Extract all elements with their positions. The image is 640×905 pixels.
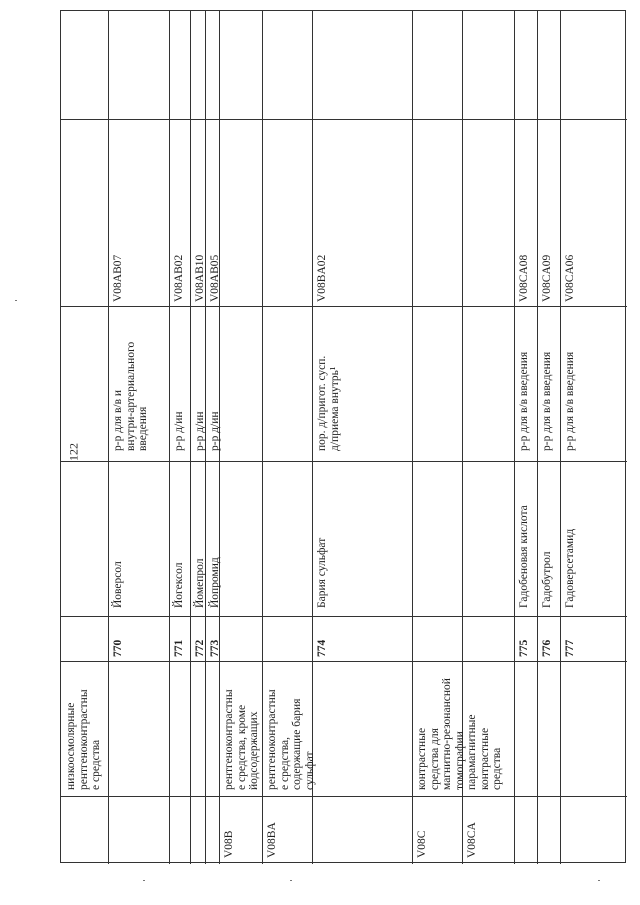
cell-form (518, 304, 531, 451)
cell-name (65, 663, 103, 790)
cell-line: р-р для в/в и (112, 389, 124, 451)
cell-line: 777 (564, 639, 576, 657)
cell-line: V08CA08 (518, 254, 530, 302)
cell-line: V08AB02 (173, 254, 185, 302)
table-row-rule (537, 11, 538, 864)
scan-dot (143, 880, 145, 881)
cell-name (223, 663, 261, 790)
cell-line: Бария сульфат (316, 537, 328, 608)
cell-line: е средства, кроме (235, 704, 248, 790)
cell-drug (316, 461, 329, 608)
cell-code (466, 798, 479, 858)
cell-line: V08C (416, 830, 428, 858)
cell-drug (564, 461, 577, 608)
cell-num (112, 620, 125, 657)
table-column-rule (61, 661, 627, 662)
table-row-rule (262, 11, 263, 864)
cell-atc (209, 123, 222, 302)
cell-line: содержащие бария (291, 698, 303, 790)
cell-line: пор. д/пригот. сусп. (316, 355, 328, 451)
cell-line: 771 (173, 639, 185, 657)
cell-line: 770 (112, 639, 124, 657)
cell-drug (194, 461, 207, 608)
cell-line: 776 (541, 639, 553, 657)
cell-line: V08CA (466, 822, 478, 858)
cell-line: Гадобеновая кислота (518, 505, 530, 608)
cell-line: рентгеноконтрастны (77, 689, 90, 790)
cell-code (266, 798, 279, 858)
cell-line: Йогексол (173, 562, 185, 608)
table-column-rule (61, 616, 627, 617)
cell-line: парамагнитные (466, 714, 478, 790)
cell-form (316, 304, 341, 451)
cell-line: р-р для в/в введения (518, 351, 530, 451)
cell-drug (209, 461, 222, 608)
cell-form (112, 304, 150, 451)
cell-atc (194, 123, 207, 302)
cell-line: р-р д/ин (194, 411, 206, 451)
cell-line: сульфат (303, 751, 316, 790)
cell-line: Йопромид (209, 557, 221, 608)
cell-line: д/приема внутрь¹ (328, 366, 341, 451)
cell-line: р-р для в/в введения (564, 351, 576, 451)
table-row-rule (169, 11, 170, 864)
cell-form (564, 304, 577, 451)
drug-table (60, 10, 626, 863)
cell-line: контрастные (416, 727, 428, 790)
table-row-rule (190, 11, 191, 864)
scan-dot (15, 300, 17, 301)
cell-line: V08CA09 (541, 254, 553, 302)
cell-atc (173, 123, 186, 302)
table-column-rule (61, 119, 627, 120)
cell-line: р-р д/ин (209, 411, 221, 451)
cell-line: V08BA02 (316, 254, 328, 302)
cell-num (541, 620, 554, 657)
table-row-rule (560, 11, 561, 864)
cell-line: средства (491, 747, 503, 790)
cell-line: средства для (428, 728, 441, 790)
cell-atc (541, 123, 554, 302)
cell-line: рентгеноконтрастны (266, 689, 278, 790)
cell-num (518, 620, 531, 657)
cell-num (173, 620, 186, 657)
cell-code (223, 798, 236, 858)
cell-line: Гадобутрол (541, 551, 553, 608)
cell-drug (173, 461, 186, 608)
cell-drug (112, 461, 125, 608)
cell-line: V08B (223, 830, 235, 858)
cell-line: Йомепрол (194, 558, 206, 608)
cell-line: 775 (518, 639, 530, 657)
cell-code (416, 798, 429, 858)
cell-line: Гадоверсетамид (564, 528, 576, 608)
cell-line: низкоосмолярные (65, 702, 77, 790)
cell-line: контрастные (478, 727, 491, 790)
cell-line: 772 (194, 639, 206, 657)
cell-line: е средства (90, 739, 102, 790)
cell-form (209, 304, 222, 451)
cell-line: V08CA06 (564, 254, 576, 302)
table-column-rule (61, 796, 627, 797)
cell-line: р-р д/ин (173, 411, 185, 451)
cell-form (194, 304, 207, 451)
cell-line: йодсодержащих (248, 711, 260, 790)
page-number: 122 (66, 443, 80, 461)
scan-dot (598, 880, 600, 881)
cell-atc (112, 123, 125, 302)
cell-line: введения (137, 406, 149, 451)
cell-atc (518, 123, 531, 302)
cell-atc (564, 123, 577, 302)
cell-name (416, 663, 466, 790)
cell-line: томографии (453, 731, 466, 790)
cell-num (564, 620, 577, 657)
cell-line: магнитно-резонансной (441, 678, 453, 790)
cell-form (173, 304, 186, 451)
cell-atc (316, 123, 329, 302)
table-row-rule (108, 11, 109, 864)
cell-form (541, 304, 554, 451)
cell-line: V08AB05 (209, 254, 221, 302)
cell-drug (541, 461, 554, 608)
cell-name (466, 663, 504, 790)
cell-line: е средства, (278, 736, 291, 790)
cell-line: рентгеноконтрастны (223, 689, 235, 790)
cell-num (194, 620, 207, 657)
cell-line: 773 (209, 639, 221, 657)
cell-line: V08AB10 (194, 254, 206, 302)
cell-line: внутри-артериального (124, 341, 137, 451)
cell-line: Йоверсол (112, 561, 124, 608)
cell-num (209, 620, 222, 657)
cell-line: V08AB07 (112, 254, 124, 302)
cell-line: р-р для в/в введения (541, 351, 553, 451)
cell-drug (518, 461, 531, 608)
table-row-rule (514, 11, 515, 864)
cell-line: V08BA (266, 822, 278, 858)
cell-name (266, 663, 316, 790)
cell-num (316, 620, 329, 657)
cell-line: 774 (316, 639, 328, 657)
table-row-rule (412, 11, 413, 864)
scan-dot (290, 880, 292, 881)
